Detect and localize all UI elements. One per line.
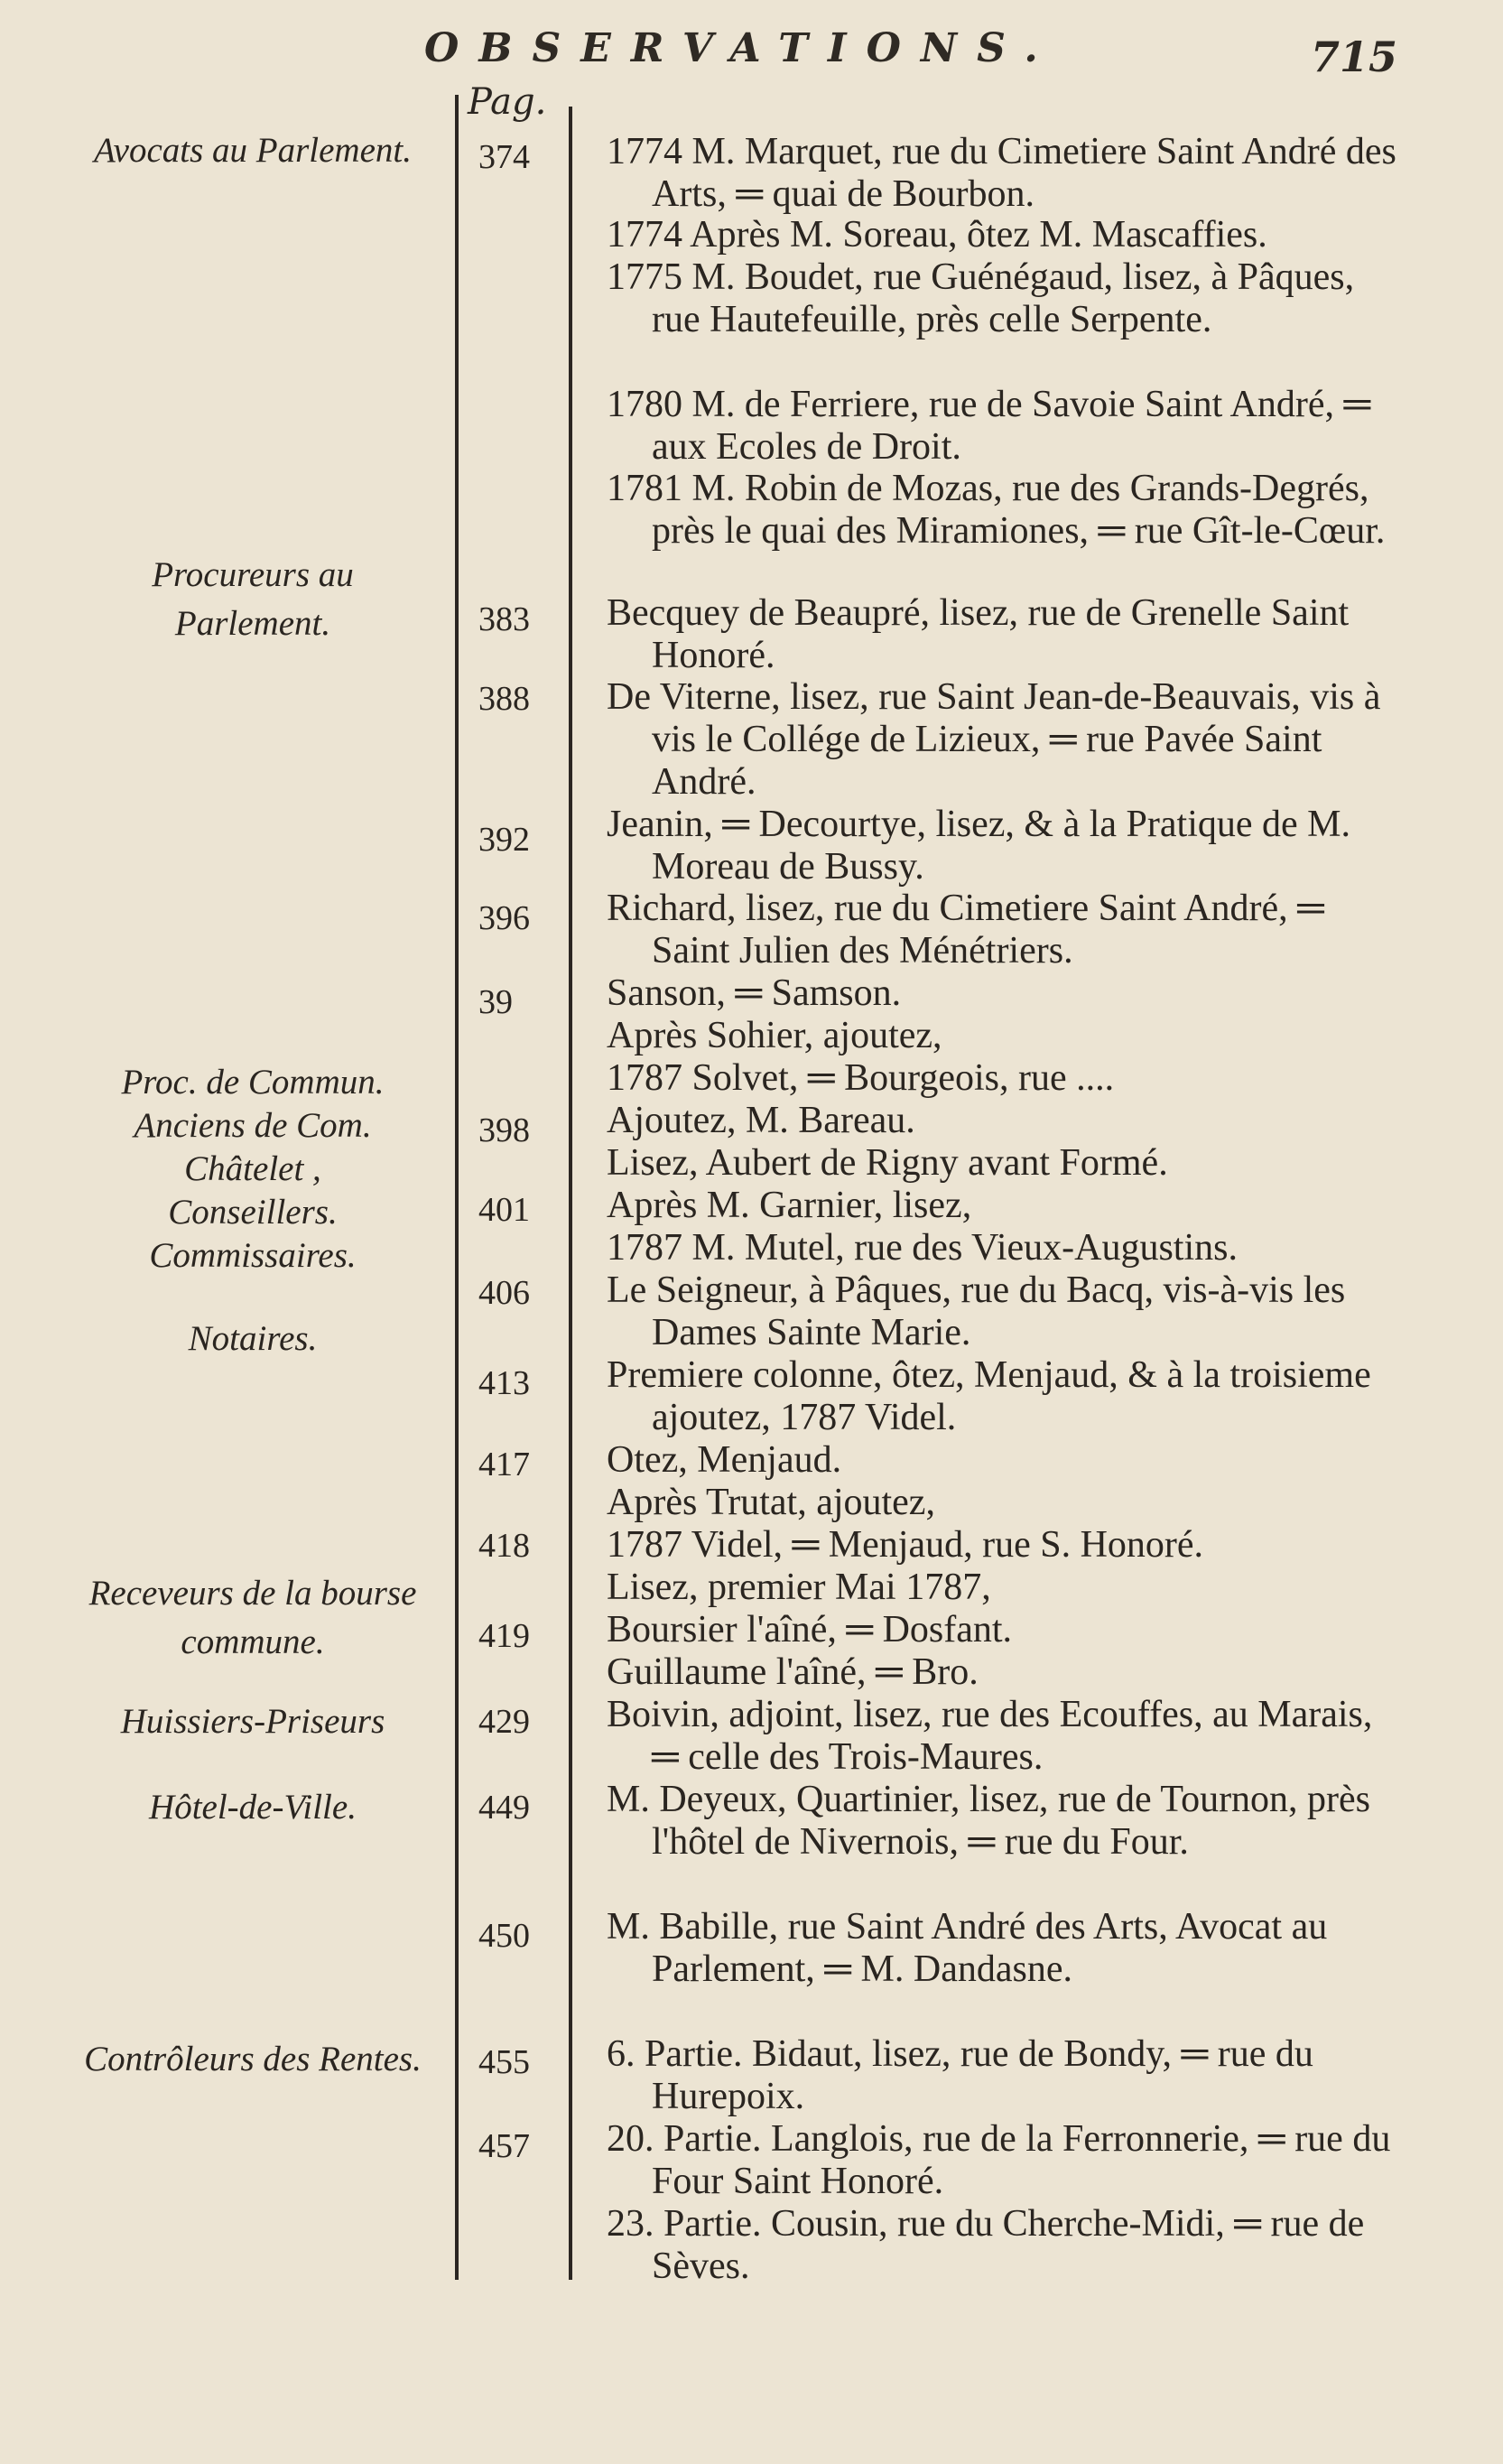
entry: Le Seigneur, à Pâques, rue du Bacq, vis-à-vis les Dames Sainte Marie. [607, 1269, 1346, 1353]
entry: 1780 M. de Ferriere, rue de Savoie Saint André, ═ aux Ecoles de Droit. [607, 384, 1371, 468]
entry: 1774 Après M. Soreau, ôtez M. Mascaffies. [607, 214, 1267, 256]
entry: Otez, Menjaud. [607, 1439, 842, 1481]
section-avocats: Avocats au Parlement. [93, 131, 412, 170]
entry: Becquey de Beaupré, lisez, rue de Grenelle Saint Honoré. [607, 592, 1350, 676]
entry: 1774 M. Marquet, rue du Cimetiere Saint André des Arts, ═ quai de Bourbon. [607, 131, 1396, 215]
entry: Boivin, adjoint, lisez, rue des Ecouffes, au Marais, ═ celle des Trois-Maures. [607, 1694, 1373, 1778]
page-ref: 374 [478, 138, 530, 176]
entry: 20. Partie. Langlois, rue de la Ferronnerie, ═ rue du Four Saint Honoré. [607, 2118, 1391, 2202]
entry: Premiere colonne, ôtez, Menjaud, & à la troisieme ajoutez, 1787 Videl. [607, 1354, 1371, 1438]
page-ref: 418 [478, 1527, 530, 1565]
entry: De Viterne, lisez, rue Saint Jean-de-Beauvais, vis à vis le Collége de Lizieux, ═ rue Pavée Saint André. [607, 676, 1381, 803]
page-ref: 406 [478, 1274, 530, 1312]
section-hotel-de-ville: Hôtel-de-Ville. [149, 1788, 357, 1827]
page-ref: 449 [478, 1789, 530, 1827]
page-ref: 383 [478, 600, 530, 638]
section-anciens-com: Anciens de Com. [134, 1106, 372, 1145]
section-commissaires: Commissaires. [149, 1236, 357, 1275]
page-ref: 457 [478, 2127, 530, 2165]
section-receveurs: Receveurs de la bourse commune. [88, 1574, 417, 1661]
page-ref: 429 [478, 1703, 530, 1741]
column-rule-right [569, 107, 572, 2280]
entry: 1781 M. Robin de Mozas, rue des Grands-Degrés, près le quai des Miramiones, ═ rue Gît-le-Cœur. [607, 468, 1386, 552]
section-notaires: Notaires. [188, 1319, 318, 1358]
entry: 1787 Solvet, ═ Bourgeois, rue .... [607, 1057, 1115, 1099]
page-ref: 396 [478, 899, 530, 937]
entry: Après Sohier, ajoutez, [607, 1015, 942, 1056]
page-header-title: OBSERVATIONS. [424, 25, 1058, 71]
page-number: 715 [1311, 33, 1398, 81]
entry: Lisez, premier Mai 1787, [607, 1567, 991, 1608]
entry: 6. Partie. Bidaut, lisez, rue de Bondy, ═ rue du Hurepoix. [607, 2033, 1313, 2117]
entry: M. Deyeux, Quartinier, lisez, rue de Tournon, près l'hôtel de Nivernois, ═ rue du Four. [607, 1779, 1371, 1863]
entry: 1775 M. Boudet, rue Guénégaud, lisez, à Pâques, rue Hautefeuille, près celle Serpente. [607, 256, 1355, 340]
entry: Sanson, ═ Samson. [607, 972, 902, 1014]
entry: Après Trutat, ajoutez, [607, 1482, 935, 1523]
entry: 1787 M. Mutel, rue des Vieux-Augustins. [607, 1227, 1238, 1269]
page-ref: 39 [478, 983, 513, 1021]
pag-column-label: Pag. [468, 81, 547, 123]
entry: Après M. Garnier, lisez, [607, 1185, 972, 1226]
page-ref: 401 [478, 1191, 530, 1229]
page-ref: 419 [478, 1617, 530, 1655]
page-ref: 388 [478, 680, 530, 718]
page-ref: 392 [478, 821, 530, 859]
section-proc-commun: Proc. de Commun. [121, 1063, 385, 1102]
column-rule-left [455, 95, 459, 2280]
entry: 1787 Videl, ═ Menjaud, rue S. Honoré. [607, 1524, 1204, 1566]
page-ref: 413 [478, 1364, 530, 1402]
section-huissiers: Huissiers-Priseurs [120, 1702, 385, 1741]
page-ref: 398 [478, 1111, 530, 1149]
entry: Boursier l'aîné, ═ Dosfant. [607, 1609, 1013, 1650]
entry: Guillaume l'aîné, ═ Bro. [607, 1651, 979, 1693]
page-ref: 417 [478, 1446, 530, 1483]
page-ref: 455 [478, 2043, 530, 2081]
section-procureurs: Procureurs au Parlement. [152, 555, 354, 643]
entry: Ajoutez, M. Bareau. [607, 1100, 915, 1141]
entry: M. Babille, rue Saint André des Arts, Avocat au Parlement, ═ M. Dandasne. [607, 1906, 1328, 1990]
entry: Lisez, Aubert de Rigny avant Formé. [607, 1142, 1168, 1184]
page-ref: 450 [478, 1917, 530, 1955]
section-controleurs: Contrôleurs des Rentes. [84, 2040, 422, 2078]
entry: 23. Partie. Cousin, rue du Cherche-Midi, ═ rue de Sèves. [607, 2203, 1365, 2287]
section-conseillers: Conseillers. [168, 1193, 338, 1232]
section-chatelet: Châtelet , [184, 1149, 321, 1188]
entry: Richard, lisez, rue du Cimetiere Saint André, ═ Saint Julien des Ménétriers. [607, 888, 1324, 972]
entry: Jeanin, ═ Decourtye, lisez, & à la Pratique de M. Moreau de Bussy. [607, 804, 1351, 888]
